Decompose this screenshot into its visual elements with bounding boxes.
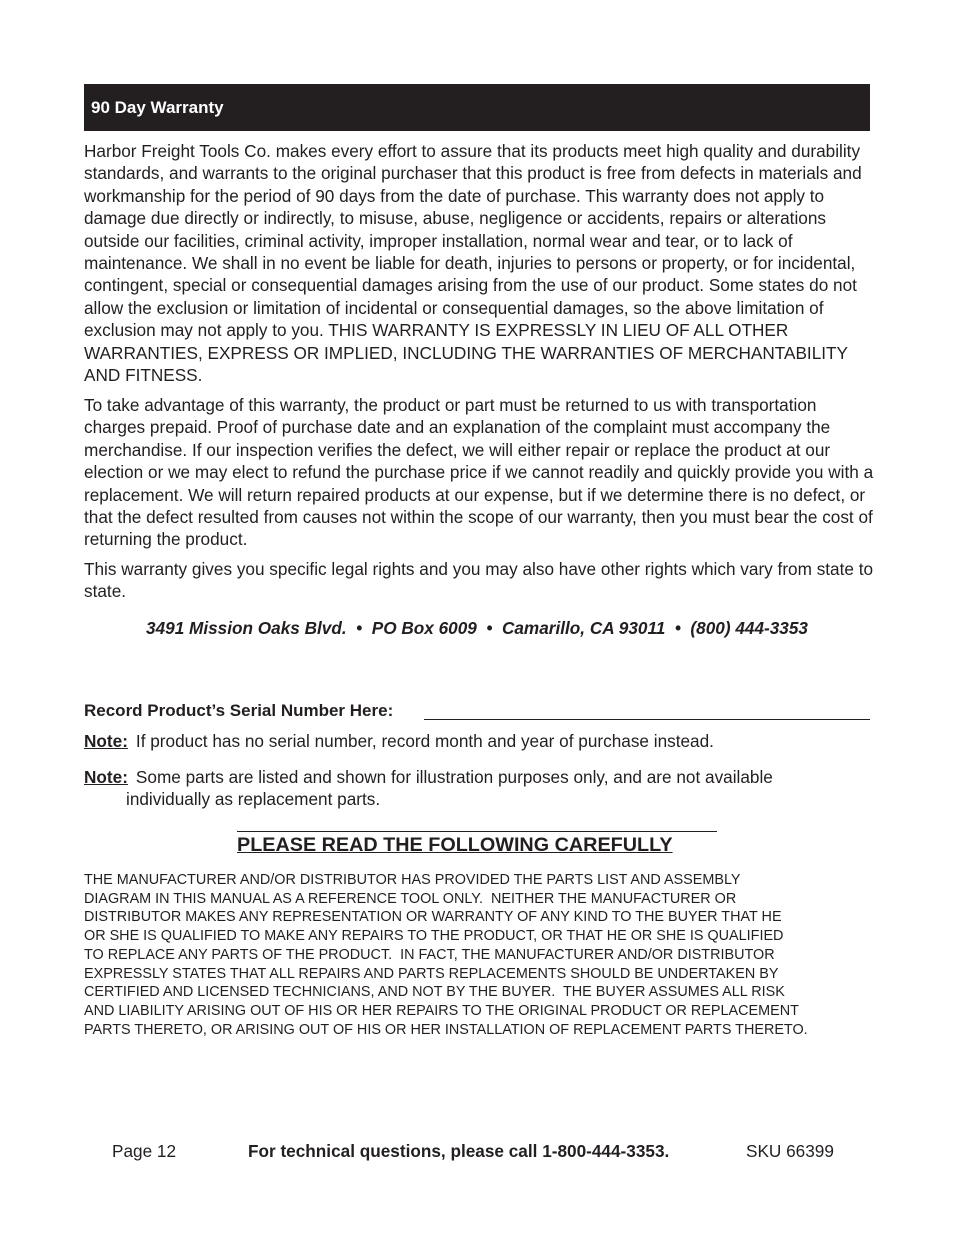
heading-overline (237, 831, 717, 832)
note-label: Note: (84, 767, 128, 787)
serial-number-blank-line (424, 719, 870, 720)
note-label: Note: (84, 731, 128, 751)
section-header-bar (84, 84, 870, 131)
serial-number-row (84, 700, 870, 722)
note-text-line-2: individually as replacement parts. (126, 789, 381, 810)
company-address: 3491 Mission Oaks Blvd. • PO Box 6009 • Camarillo, CA 93011 • (800) 444-3353 (146, 618, 808, 638)
serial-number-label: Record Product’s Serial Number Here: (84, 701, 394, 720)
section-title: 90 Day Warranty (91, 98, 224, 117)
careful-heading: PLEASE READ THE FOLLOWING CAREFULLY (237, 834, 673, 856)
note-text: If product has no serial number, record month and year of purchase instead. (135, 731, 714, 751)
sku-number: SKU 66399 (746, 1141, 834, 1161)
note-serial (84, 730, 870, 752)
note-text-line-1: Some parts are listed and shown for illustration purposes only, and are not available (135, 767, 773, 787)
tech-support-line: For technical questions, please call 1-800-444-3353. (248, 1141, 670, 1161)
warranty-paragraph-1: Harbor Freight Tools Co. makes every effort to assure that its products meet high quality and durability standards, and warrants to the original purchaser that this product is free from defects in materials and workmanship for the period of 90 days from the date of purchase. This warranty does not apply to damage due directly or indirectly, to misuse, abuse, negligence or accidents, repairs or alterations outside our facilities, criminal activity, improper installation, normal wear and tear, or to lack of maintenance. We shall in no event be liable for death, injuries to persons or property, or for incidental, contingent, special or consequential damages arising from the use of our product. Some states do not allow the exclusion or limitation of incidental or consequential damages, so the above limitation of exclusion may not apply to you. THIS WARRANTY IS EXPRESSLY IN LIEU OF ALL OTHER WARRANTIES, EXPRESS OR IMPLIED, INCLUDING THE WARRANTIES OF MERCHANTABILITY AND FITNESS. (84, 141, 862, 386)
warranty-paragraph-2: To take advantage of this warranty, the product or part must be returned to us with transportation charges prepaid. Proof of purchase date and an explanation of the complaint must accompany the merchandise. If our inspection verifies the defect, we will either repair or replace the product at our election or we may elect to refund the purchase price if we cannot readily and quickly provide you with a replacement. We will return repaired products at our expense, but if we determine there is no defect, or that the defect resulted from causes not within the scope of our warranty, then you must bear the cost of returning the product. (84, 395, 874, 550)
disclaimer-text: THE MANUFACTURER AND/OR DISTRIBUTOR HAS PROVIDED THE PARTS LIST AND ASSEMBLY DIAGRAM IN THIS MANUAL AS A REFERENCE TOOL ONLY. NEITHER THE MANUFACTURER OR DISTRIBUTOR MAKES ANY REPRESENTATION OR WARRANTY OF ANY KIND TO THE BUYER THAT HE OR SHE IS QUALIFIED TO MAKE ANY REPAIRS TO THE PRODUCT, OR THAT HE OR SHE IS QUALIFIED TO REPLACE ANY PARTS OF THE PRODUCT. IN FACT, THE MANUFACTURER AND/OR DISTRIBUTOR EXPRESSLY STATES THAT ALL REPAIRS AND PARTS REPLACEMENTS SHOULD BE UNDERTAKEN BY CERTIFIED AND LICENSED TECHNICIANS, AND NOT BY THE BUYER. THE BUYER ASSUMES ALL RISK AND LIABILITY ARISING OUT OF HIS OR HER REPAIRS TO THE ORIGINAL PRODUCT OR REPLACEMENT PARTS THERETO, OR ARISING OUT OF HIS OR HER INSTALLATION OF REPLACEMENT PARTS THERETO. (84, 872, 808, 1038)
page-number: Page 12 (112, 1141, 177, 1161)
warranty-paragraph-3: This warranty gives you specific legal rights and you may also have other rights which vary from state to state. (84, 559, 874, 602)
note-parts (84, 766, 870, 811)
